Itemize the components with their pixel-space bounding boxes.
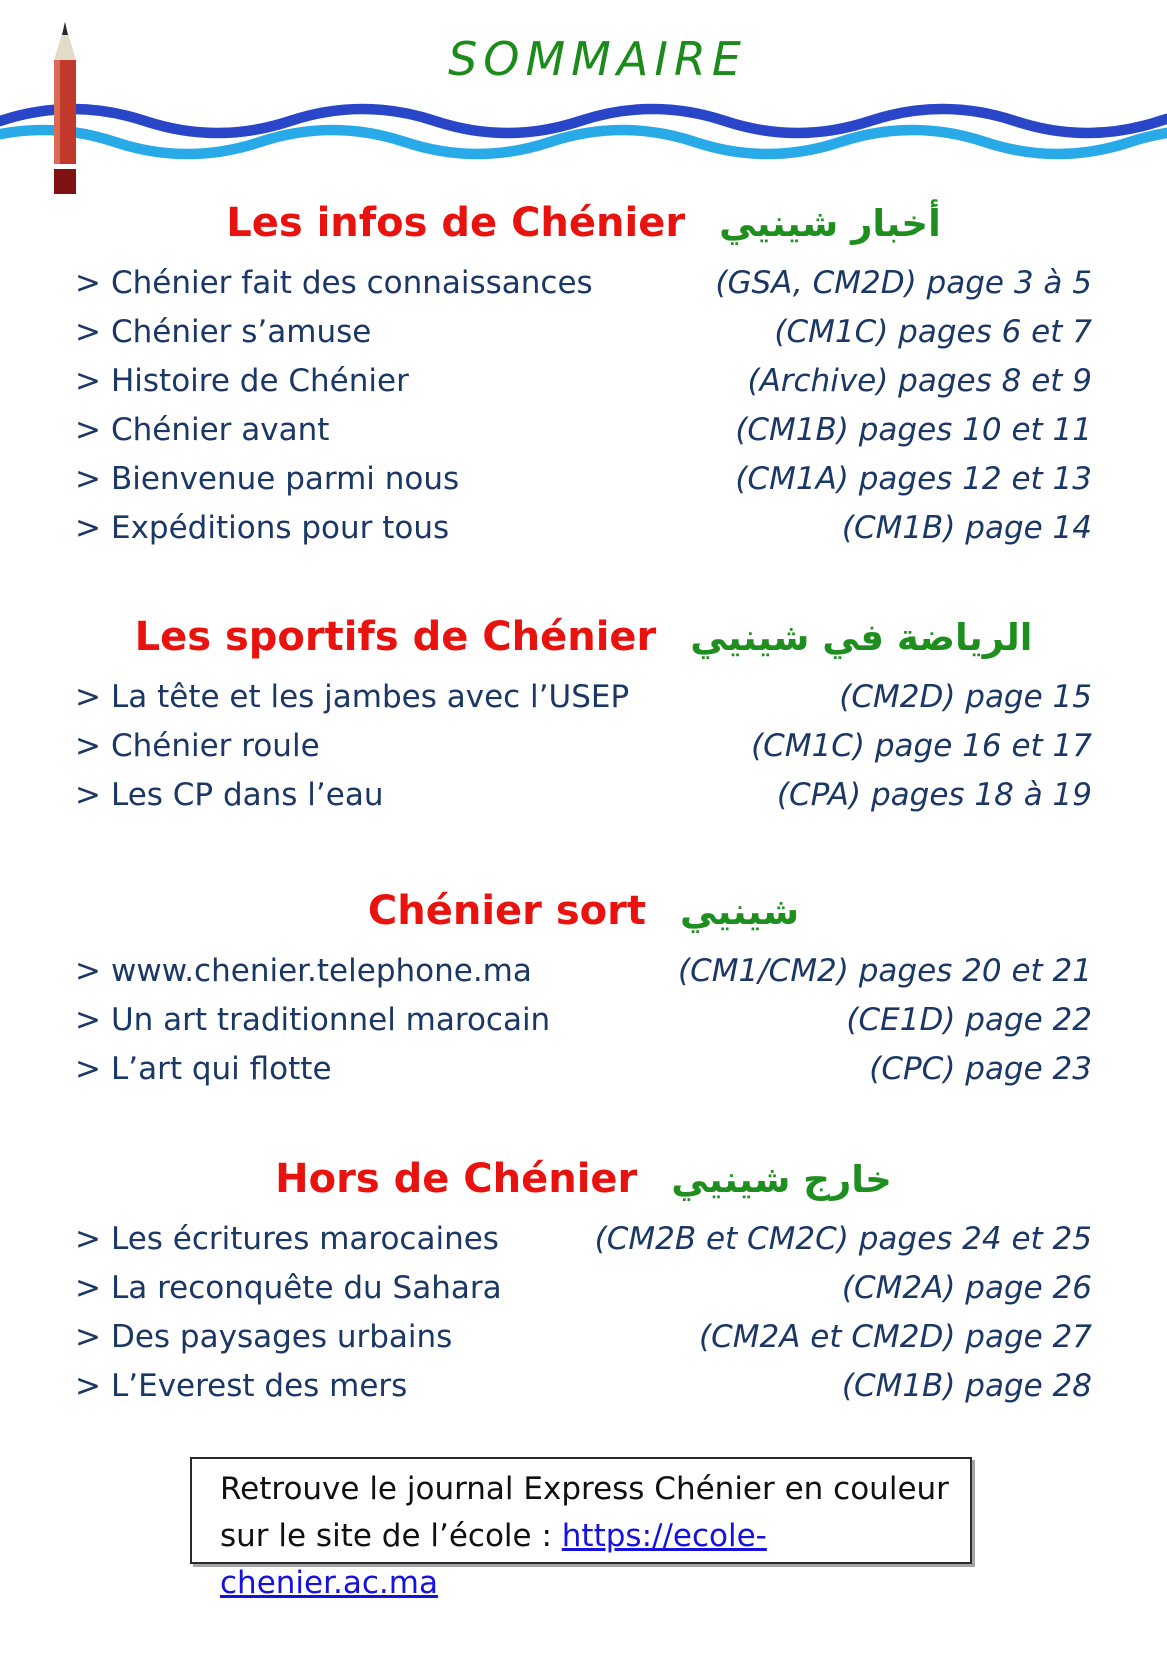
- toc-item-title: Expéditions pour tous: [110, 510, 450, 546]
- toc-item-bullet: >: [75, 1051, 101, 1087]
- toc-item: [75, 363, 1092, 412]
- toc-section: [75, 200, 1092, 559]
- section-items: [75, 953, 1092, 1100]
- toc-item-bullet: >: [75, 777, 101, 813]
- toc-item-bullet: >: [75, 412, 101, 448]
- toc-item-title: Un art traditionnel marocain: [110, 1002, 551, 1038]
- section-heading-french: Les infos de Chénier: [226, 200, 686, 246]
- toc-item-page-ref: (CM1/CM2) pages 20 et 21: [678, 953, 1092, 989]
- toc-item-label: [75, 265, 593, 301]
- toc-item-title: Les CP dans l’eau: [110, 777, 384, 813]
- toc-item-page-ref: (CPA) pages 18 à 19: [776, 777, 1092, 813]
- toc-section: [75, 1156, 1092, 1417]
- section-heading: [75, 614, 1092, 661]
- toc-item-bullet: >: [75, 461, 101, 497]
- toc-item-title: La reconquête du Sahara: [110, 1270, 502, 1306]
- toc-item-page-ref: (CM1B) page 28: [841, 1368, 1092, 1404]
- toc-item: [75, 728, 1092, 777]
- section-heading: [75, 200, 1092, 247]
- toc-item-label: [75, 1319, 452, 1355]
- toc-item-page-ref: (CM2A et CM2D) page 27: [698, 1319, 1092, 1355]
- toc-section: [75, 888, 1092, 1100]
- toc-item-title: Des paysages urbains: [110, 1319, 453, 1355]
- section-heading-french: Chénier sort: [367, 888, 646, 934]
- school-site-link[interactable]: https://ecole-chenier.ac.ma: [220, 1518, 767, 1601]
- toc-item-label: [75, 1368, 407, 1404]
- toc-item-label: [75, 1002, 550, 1038]
- toc-item-page-ref: (Archive) pages 8 et 9: [747, 363, 1092, 399]
- toc-item-label: [75, 363, 409, 399]
- toc-item: [75, 461, 1092, 510]
- toc-item-page-ref: (GSA, CM2D) page 3 à 5: [715, 265, 1092, 301]
- toc-item-bullet: >: [75, 1270, 101, 1306]
- toc-item-bullet: >: [75, 1002, 101, 1038]
- pencil-icon: [50, 22, 80, 194]
- page-title: SOMMAIRE: [448, 32, 747, 86]
- toc-item: [75, 1051, 1092, 1100]
- toc-item: [75, 1319, 1092, 1368]
- toc-item-bullet: >: [75, 265, 101, 301]
- toc-item-label: [75, 1221, 499, 1257]
- toc-item-title: Chénier avant: [110, 412, 330, 448]
- toc-item-page-ref: (CM1B) page 14: [841, 510, 1092, 546]
- toc-item-page-ref: (CM2A) page 26: [841, 1270, 1092, 1306]
- toc-section: [75, 614, 1092, 826]
- toc-item-label: [75, 728, 320, 764]
- toc-item-title: Les écritures marocaines: [110, 1221, 499, 1257]
- section-heading-arabic: شينيي: [679, 890, 800, 933]
- toc-item-title: Chénier roule: [110, 728, 320, 764]
- toc-item: [75, 679, 1092, 728]
- toc-item: [75, 1270, 1092, 1319]
- toc-item: [75, 265, 1092, 314]
- toc-item-title: L’art qui flotte: [110, 1051, 332, 1087]
- section-heading-french: Les sportifs de Chénier: [134, 614, 657, 660]
- toc-item-bullet: >: [75, 1368, 101, 1404]
- toc-item-label: [75, 777, 384, 813]
- toc-item: [75, 314, 1092, 363]
- wave-divider: [0, 85, 1167, 165]
- toc-item-page-ref: (CM2B et CM2C) pages 24 et 25: [594, 1221, 1092, 1257]
- toc-item-page-ref: (CM1B) pages 10 et 11: [735, 412, 1092, 448]
- footer-line1: Retrouve le journal Express Chénier en couleur: [220, 1471, 949, 1507]
- toc-item-page-ref: (CM1C) page 16 et 17: [751, 728, 1092, 764]
- toc-item-bullet: >: [75, 1221, 101, 1257]
- toc-item: [75, 1002, 1092, 1051]
- toc-item-bullet: >: [75, 679, 101, 715]
- section-items: [75, 265, 1092, 559]
- toc-item-label: [75, 510, 449, 546]
- toc-item-title: Chénier s’amuse: [110, 314, 372, 350]
- toc-item-bullet: >: [75, 314, 101, 350]
- toc-item-title: www.chenier.telephone.ma: [110, 953, 532, 989]
- toc-item-label: [75, 679, 629, 715]
- toc-item-title: Histoire de Chénier: [110, 363, 409, 399]
- toc-item-bullet: >: [75, 363, 101, 399]
- footer-line2-prefix: sur le site de l’école :: [220, 1518, 562, 1554]
- toc-item-bullet: >: [75, 953, 101, 989]
- footer-note-box: [190, 1457, 972, 1601]
- toc-item: [75, 412, 1092, 461]
- toc-item-title: Bienvenue parmi nous: [110, 461, 460, 497]
- toc-item: [75, 510, 1092, 559]
- toc-item-page-ref: (CM1C) pages 6 et 7: [774, 314, 1092, 350]
- toc-item-title: L’Everest des mers: [110, 1368, 408, 1404]
- footer-line2: [220, 1513, 970, 1607]
- toc-item: [75, 777, 1092, 826]
- section-items: [75, 679, 1092, 826]
- section-heading: [75, 888, 1092, 935]
- toc-item-label: [75, 1270, 502, 1306]
- toc-item-bullet: >: [75, 1319, 101, 1355]
- section-heading-arabic: أخبار شينيي: [719, 202, 941, 245]
- toc-item-title: La tête et les jambes avec l’USEP: [110, 679, 630, 715]
- toc-item-title: Chénier fait des connaissances: [110, 265, 593, 301]
- toc-item: [75, 953, 1092, 1002]
- section-items: [75, 1221, 1092, 1417]
- toc-item-page-ref: (CM1A) pages 12 et 13: [735, 461, 1092, 497]
- toc-item-label: [75, 461, 459, 497]
- toc-item-label: [75, 953, 532, 989]
- section-heading-arabic: الرياضة في شينيي: [690, 616, 1033, 659]
- toc-item-label: [75, 412, 329, 448]
- section-heading-french: Hors de Chénier: [275, 1156, 638, 1202]
- toc-item-bullet: >: [75, 510, 101, 546]
- toc-item: [75, 1221, 1092, 1270]
- toc-item: [75, 1368, 1092, 1417]
- toc-item-label: [75, 1051, 332, 1087]
- toc-item-page-ref: (CM2D) page 15: [839, 679, 1092, 715]
- toc-item-label: [75, 314, 371, 350]
- toc-item-page-ref: (CPC) page 23: [869, 1051, 1092, 1087]
- section-heading-arabic: خارج شينيي: [671, 1158, 892, 1201]
- toc-item-bullet: >: [75, 728, 101, 764]
- section-heading: [75, 1156, 1092, 1203]
- toc-item-page-ref: (CE1D) page 22: [846, 1002, 1092, 1038]
